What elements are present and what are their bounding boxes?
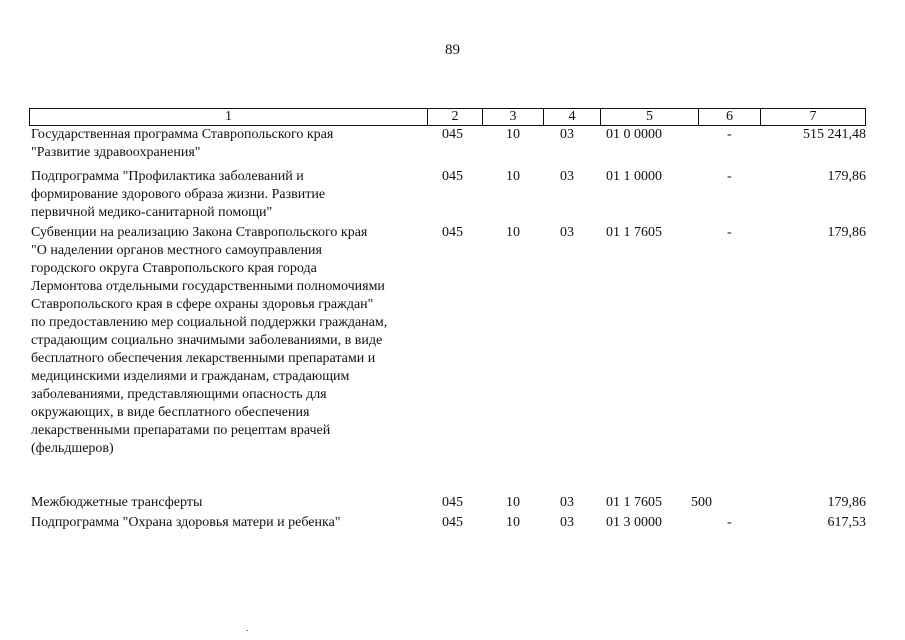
row-name-line: Межбюджетные трансферты — [31, 495, 203, 510]
row-name — [31, 514, 427, 532]
header-col-5: 5 — [601, 109, 699, 125]
row-name-line: первичной медико-санитарной помощи" — [31, 205, 273, 220]
row-name-line: медицинскими изделиями и гражданам, страдающим — [31, 369, 350, 384]
row-section: 10 — [506, 225, 520, 240]
row-name-line: "Развитие здравоохранения" — [31, 145, 201, 160]
row-name-line: (фельдшеров) — [31, 441, 114, 456]
row-target-article: 01 3 0000 — [606, 515, 662, 530]
row-target-article: 01 1 7605 — [606, 225, 662, 240]
row-code: 045 — [442, 169, 463, 184]
row-name-line: по предоставлению мер социальной поддержки гражданам, — [31, 315, 388, 330]
scan-speck — [246, 630, 248, 631]
row-name — [31, 168, 427, 222]
row-name-line: Лермонтова отдельными государственными полномочиями — [31, 279, 385, 294]
row-sum: 179,86 — [827, 495, 866, 510]
header-col-6: 6 — [699, 109, 761, 125]
header-col-4: 4 — [544, 109, 601, 125]
row-name-line: Подпрограмма "Охрана здоровья матери и ребенка" — [31, 515, 341, 530]
row-expense-type: - — [727, 515, 732, 530]
row-target-article: 01 1 0000 — [606, 169, 662, 184]
page-number: 89 — [445, 42, 460, 58]
row-name-line: лекарственными препаратами по рецептам врачей — [31, 423, 331, 438]
row-code: 045 — [442, 127, 463, 142]
row-section: 10 — [506, 495, 520, 510]
row-name — [31, 494, 427, 512]
row-name-line: окружающих, в виде бесплатного обеспечения — [31, 405, 310, 420]
table-header-row — [29, 108, 866, 126]
row-sum: 179,86 — [827, 225, 866, 240]
budget-table — [29, 108, 866, 530]
row-name — [31, 126, 427, 162]
row-expense-type: - — [727, 127, 732, 142]
row-name-line: "О наделении органов местного самоуправления — [31, 243, 322, 258]
header-col-1: 1 — [30, 109, 428, 125]
row-section: 10 — [506, 127, 520, 142]
row-sum: 179,86 — [827, 169, 866, 184]
row-name-line: городского округа Ставропольского края города — [31, 261, 317, 276]
row-expense-type: 500 — [691, 495, 712, 510]
row-target-article: 01 1 7605 — [606, 495, 662, 510]
row-name-line: Государственная программа Ставропольского края — [31, 127, 334, 142]
row-name-line: Ставропольского края в сфере охраны здоровья граждан" — [31, 297, 374, 312]
row-target-article: 01 0 0000 — [606, 127, 662, 142]
row-name-line: формирование здорового образа жизни. Развитие — [31, 187, 326, 202]
row-name-line: Подпрограмма "Профилактика заболеваний и — [31, 169, 304, 184]
row-subsection: 03 — [560, 495, 574, 510]
header-col-2: 2 — [428, 109, 483, 125]
row-section: 10 — [506, 169, 520, 184]
row-name-line: заболеваниями, представляющими опасность для — [31, 387, 327, 402]
row-code: 045 — [442, 495, 463, 510]
row-name-line: бесплатного обеспечения лекарственными препаратами и — [31, 351, 376, 366]
row-code: 045 — [442, 515, 463, 530]
row-name-line: Субвенции на реализацию Закона Ставропольского края — [31, 225, 368, 240]
row-sum: 515 241,48 — [803, 127, 866, 142]
header-col-3: 3 — [483, 109, 544, 125]
row-name — [31, 224, 427, 458]
row-sum: 617,53 — [827, 515, 866, 530]
row-subsection: 03 — [560, 169, 574, 184]
header-col-7: 7 — [809, 109, 817, 124]
row-subsection: 03 — [560, 225, 574, 240]
row-expense-type: - — [727, 225, 732, 240]
row-section: 10 — [506, 515, 520, 530]
row-expense-type: - — [727, 169, 732, 184]
row-name-line: страдающим социально значимыми заболеваниями, в виде — [31, 333, 383, 348]
row-subsection: 03 — [560, 127, 574, 142]
row-subsection: 03 — [560, 515, 574, 530]
row-code: 045 — [442, 225, 463, 240]
